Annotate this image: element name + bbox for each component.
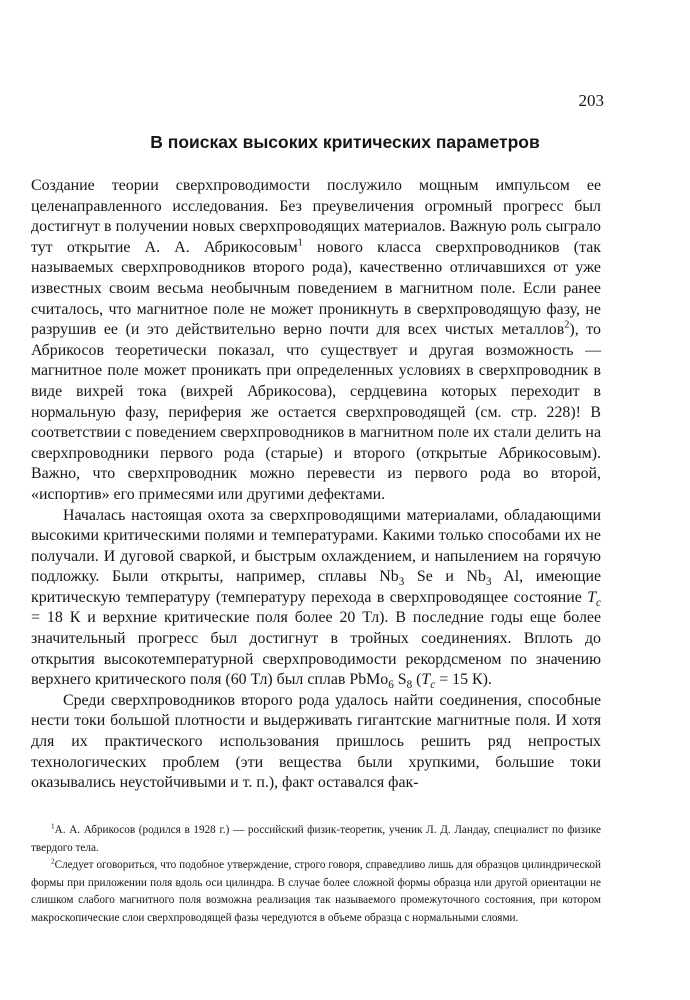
subscript-nb3-2: 3 (485, 576, 492, 589)
paragraph-2-text-a: Началась настоящая охота за сверхпроводящими материалами, обладающими высокими критическими полями и температурами. Какими только способами их не получали. И дуговой сваркой, и быстрым охлаждением, и напылением на горячую подложку. Были открыты, например, сплавы Nb (31, 506, 601, 586)
footnotes (31, 822, 601, 927)
paragraph-2-text-f: ( (412, 671, 422, 689)
body-text (31, 176, 601, 794)
paragraph-2-text-c: Al, имеющие критическую температуру (температуру перехода в сверхпроводящее состояние (31, 568, 601, 606)
footnote-1-mark: 1 (51, 822, 55, 831)
page-number: 203 (578, 91, 604, 110)
footnote-2-text: Следует оговориться, что подобное утверждение, строго говоря, справедливо лишь для образцов цилиндрической формы при приложении поля вдоль оси цилиндра. В случае более сложной формы образца или другой ориентации не слишком слабого магнитного поля возможна реализация так называемого промежуточного состояния, при котором макроскопические слои сверхпроводящей фазы чередуются в объеме образца с нормальными слоями. (31, 859, 601, 924)
footnote-2 (31, 857, 601, 927)
paragraph-1-text-b: нового класса сверхпроводников (так называемых сверхпроводников второго рода), качественно отличавшихся от уже известных своим весьма необычным поведением в магнитном поле. Если ранее считалось, что магнитное поле не может проникнуть в сверхпроводящую фазу, не разрушив ее (и это действительно верно почти для всех чистых металлов (31, 238, 601, 339)
tc-symbol-2: T (421, 671, 431, 689)
footnote-ref-1: 1 (297, 237, 303, 249)
subscript-s8: 8 (406, 679, 413, 692)
subscript-nb3-1: 3 (398, 576, 405, 589)
footnote-2-mark: 2 (51, 857, 55, 866)
paragraph-2-text-d: = 18 К и верхние критические поля более 20 Тл). В последние годы еще более значительный прогресс был достигнут в тройных соединениях. Вплоть до открытия высокотемпературной сверхпроводимости рекордсменом по значению верхнего критического поля (60 Тл) был сплав PbMo (31, 609, 601, 689)
paragraph-1-text-a: Создание теории сверхпроводимости послужило мощным импульсом ее целенаправленного исследования. Без преувеличения огромный прогресс был достигнут в получении новых сверхпроводящих материалов. Важную роль сыграло тут открытие А. А. Абрикосовым (31, 177, 601, 256)
section-title: В поисках высоких критических параметров (150, 132, 540, 152)
footnote-1 (31, 822, 601, 857)
subscript-mo6: 6 (388, 679, 394, 692)
paragraph-2-text-e: S (393, 671, 407, 689)
paragraph-1-text-c: ), то Абрикосов теоретически показал, что существует и другая возможность — магнитное поле может проникать при определенных условиях в сверхпроводник в виде вихрей тока (вихрей Абрикосова), сердцевина которых переходит в нормальную фазу, периферия же остается сверхпроводящей (см. стр. 228)! В соответствии с поведением сверхпроводников в магнитном поле их стали делить на сверхпроводники первого рода (старые) и второго (открытые Абрикосовым). Важно, что сверхпроводник можно перевести из первого рода во второй, «испортив» его примесями или другими дефектами. (31, 321, 601, 503)
tc-subscript-2: c (430, 679, 436, 692)
tc-symbol: T (587, 588, 597, 606)
footnote-ref-2: 2 (564, 319, 570, 331)
paragraph-2-text-g: = 15 К). (435, 671, 492, 689)
paragraph-2 (31, 506, 601, 691)
paragraph-1 (31, 176, 601, 506)
tc-subscript: c (596, 597, 601, 610)
paragraph-3: Среди сверхпроводников второго рода удалось найти соединения, способные нести токи большой плотности и выдерживать гигантские магнитные поля. И хотя для их практического использования пришлось решить ряд непростых технологических проблем (эти вещества были хрупкими, большие токи оказывались неустойчивыми и т. п.), факт оставался фак- (31, 691, 601, 792)
footnote-1-text: А. А. Абрикосов (родился в 1928 г.) — российский физик-теоретик, ученик Л. Д. Ландау, специалист по физике твердого тела. (31, 824, 601, 854)
paragraph-2-text-b: Se и Nb (404, 568, 486, 586)
